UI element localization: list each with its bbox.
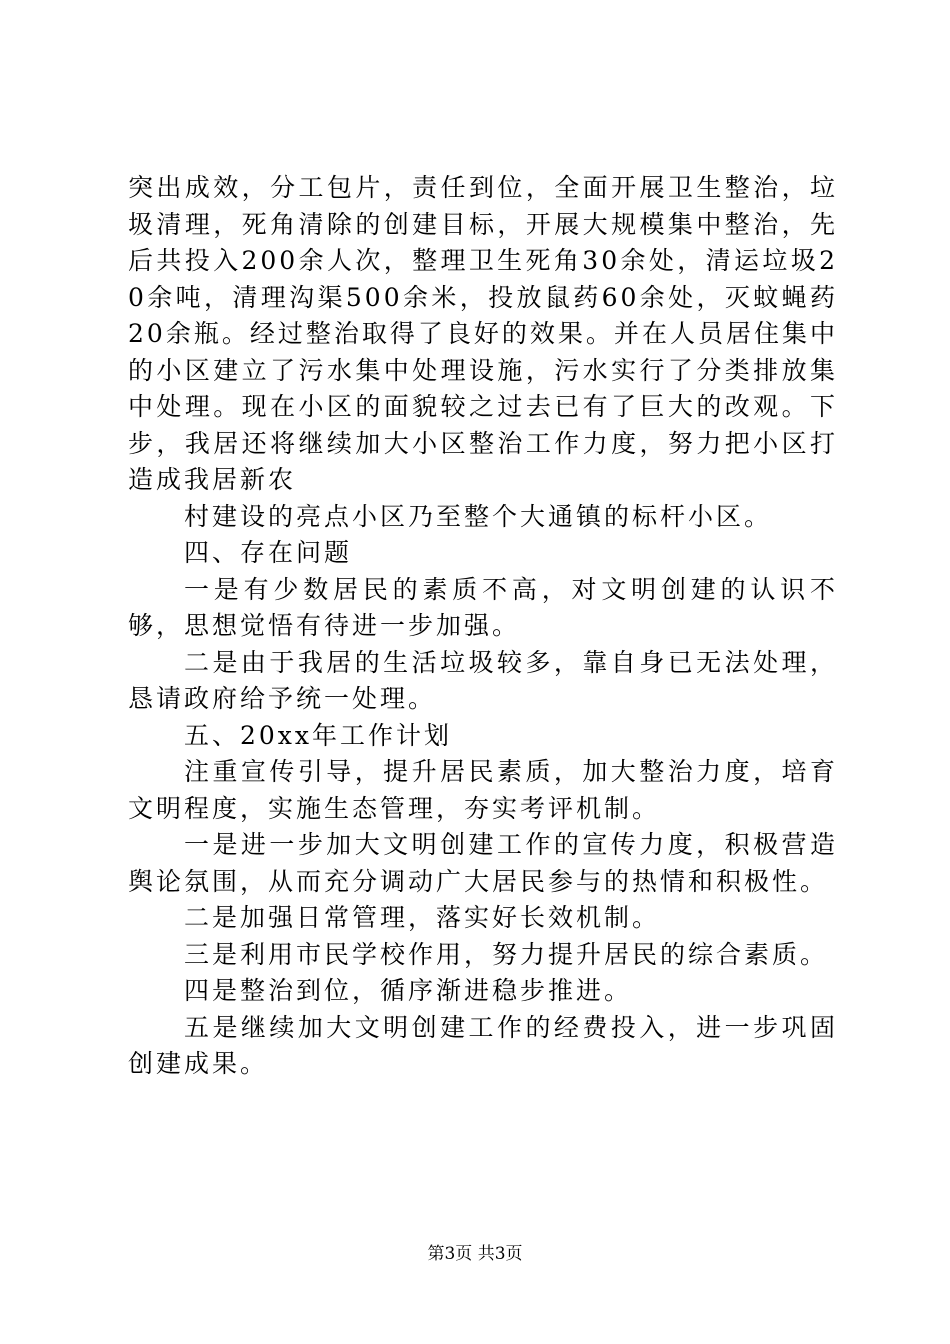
plan-item-2: 二是加强日常管理，落实好长效机制。 [184, 903, 661, 932]
plan-summary: 注重宣传引导，提升居民素质，加大整治力度，培育文明程度，实施生态管理，夯实考评机制。 [128, 757, 838, 823]
paragraph-sanitation-results: 突出成效，分工包片，责任到位，全面开展卫生整治，垃圾清理，死角清除的创建目标，开展大规模集中整治，先后共投入200余人次，整理卫生死角30余处，清运垃圾20余吨，清理沟渠500余米，投放鼠药60余处，灭蚊蝇药20余瓶。经过整治取得了良好的效果。并在人员居住集中的小区建立了污水集中处理设施，污水实行了分类排放集中处理。现在小区的面貌较之过去已有了巨大的改观。下步，我居还将继续加大小区整治工作力度，努力把小区打造成我居新农 [128, 173, 838, 494]
problem-item-1: 一是有少数居民的素质不高，对文明创建的认识不够，思想觉悟有待进一步加强。 [128, 574, 838, 640]
problem-item-2: 二是由于我居的生活垃圾较多，靠自身已无法处理，恳请政府给予统一处理。 [128, 647, 838, 713]
document-body [128, 170, 838, 1083]
page-number: 第3页 共3页 [427, 1244, 523, 1264]
paragraph-model-community: 村建设的亮点小区乃至整个大通镇的标杆小区。 [184, 501, 773, 531]
section-heading-problems: 四、存在问题 [184, 538, 353, 567]
plan-item-3: 三是利用市民学校作用，努力提升居民的综合素质。 [184, 939, 829, 969]
page-footer [0, 1242, 950, 1266]
plan-item-5: 五是继续加大文明创建工作的经费投入，进一步巩固创建成果。 [128, 1012, 838, 1078]
plan-item-4: 四是整治到位，循序渐进稳步推进。 [184, 976, 633, 1005]
section-heading-work-plan: 五、20xx年工作计划 [184, 720, 453, 750]
plan-item-1: 一是进一步加大文明创建工作的宣传力度，积极营造舆论氛围，从而充分调动广大居民参与的热情和积极性。 [128, 830, 838, 896]
